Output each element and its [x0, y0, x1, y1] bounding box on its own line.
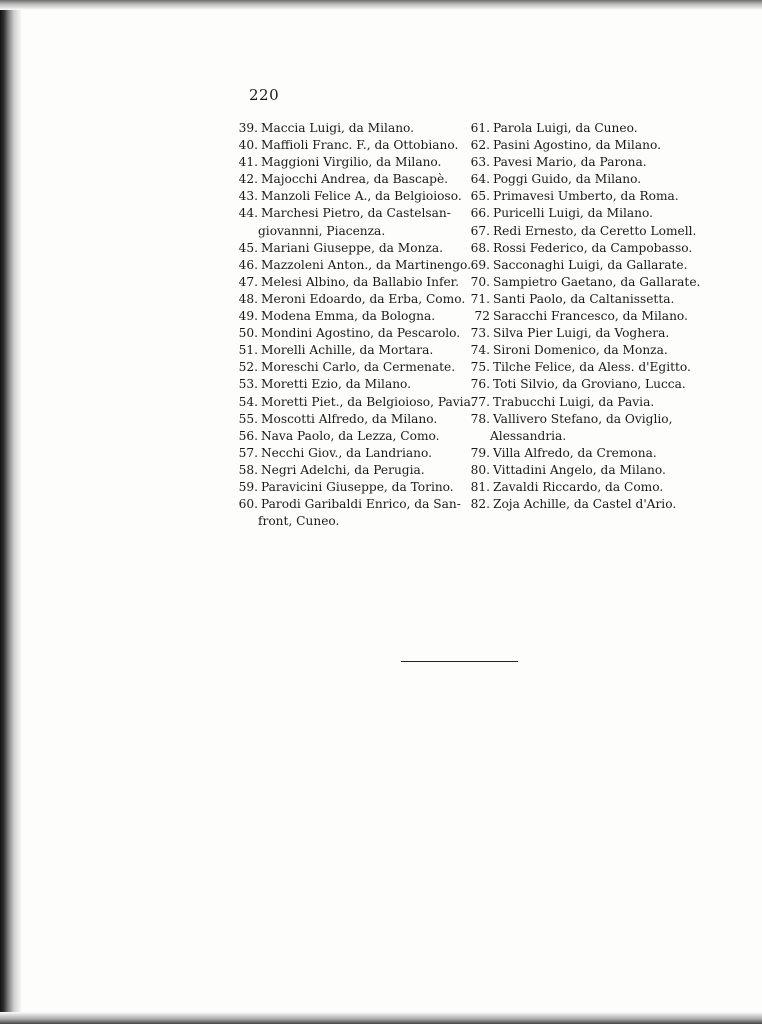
entry-number: 58. [238, 462, 258, 477]
list-item [460, 291, 682, 308]
entry-text: Vittadini Angelo, da Milano. [493, 462, 666, 477]
entry-text: Mazzoleni Anton., da Martinengo. [261, 257, 472, 272]
entry-number: 53. [238, 377, 258, 392]
entry-text: Mariani Giuseppe, da Monza. [261, 240, 444, 255]
entry-number: 39. [238, 121, 258, 135]
list-item [460, 496, 682, 513]
entry-number: 59. [238, 479, 258, 494]
entry-number: 48. [238, 291, 258, 306]
list-item [228, 205, 460, 239]
list-item [460, 394, 682, 411]
entry-number: 67. [470, 223, 490, 238]
entry-text: Manzoli Felice A., da Belgioioso. [261, 189, 462, 204]
entry-text: Meroni Edoardo, da Erba, Como. [261, 291, 466, 306]
entry-number: 68. [470, 240, 490, 255]
entry-number: 42. [238, 172, 258, 187]
entry-number: 61. [470, 121, 490, 135]
entry-number: 81. [470, 479, 490, 494]
list-item [460, 411, 682, 445]
entry-number: 82. [470, 497, 490, 512]
entry-text: Nava Paolo, da Lezza, Como. [261, 428, 440, 443]
entry-number: 80. [470, 462, 490, 477]
list-item [460, 274, 701, 291]
list-item [228, 479, 460, 496]
entry-number: 50. [238, 326, 258, 341]
entry-text: Sacconaghi Luigi, da Gallarate. [493, 257, 688, 272]
entry-number: 66. [470, 206, 490, 221]
entry-number: 63. [470, 155, 490, 170]
list-item [460, 325, 682, 342]
list-item [228, 342, 460, 359]
entry-text: Negri Adelchi, da Perugia. [261, 462, 425, 477]
entry-number: 47. [238, 274, 258, 289]
list-item [228, 171, 460, 188]
entry-number: 54. [238, 394, 258, 409]
entry-text: Moreschi Carlo, da Cermenate. [261, 360, 456, 375]
entry-text: Maffioli Franc. F., da Ottobiano. [261, 138, 459, 153]
list-item [228, 376, 460, 393]
list-item [228, 308, 460, 325]
list-item [228, 359, 460, 376]
entry-text: Redi Ernesto, da Ceretto Lomell. [493, 223, 697, 238]
entry-text: Moretti Piet., da Belgioioso, Pavia. [261, 394, 475, 409]
entry-number: 57. [238, 445, 258, 460]
entry-text: Necchi Giov., da Landriano. [261, 445, 432, 460]
entry-text: Santi Paolo, da Caltanissetta. [493, 291, 675, 306]
entry-text: Saracchi Francesco, da Milano. [493, 309, 688, 324]
list-item [460, 257, 688, 274]
list-item [460, 359, 691, 376]
list-item [460, 205, 682, 222]
list-item [460, 223, 697, 240]
entry-number: 65. [470, 189, 490, 204]
entry-text: Pasini Agostino, da Milano. [493, 138, 661, 153]
page-number: 220 [249, 86, 280, 104]
entry-number: 74. [470, 343, 490, 358]
list-item [460, 120, 682, 137]
entry-text: Zavaldi Riccardo, da Como. [493, 479, 664, 494]
entry-text: Sironi Domenico, da Monza. [493, 343, 668, 358]
entry-number: 45. [238, 240, 258, 255]
list-item [460, 308, 688, 325]
entry-number: 72 [474, 309, 490, 324]
entry-text-continuation: Alessandria. [490, 428, 567, 443]
scan-binding-shadow [0, 0, 22, 1024]
entry-number: 41. [238, 155, 258, 170]
list-item [228, 257, 472, 274]
list-item [228, 154, 460, 171]
entry-number: 56. [238, 428, 258, 443]
section-divider-rule [401, 661, 518, 662]
entry-text: Maggioni Virgilio, da Milano. [261, 155, 442, 170]
entry-number: 64. [470, 172, 490, 187]
entry-text-continuation: front, Cuneo. [258, 514, 340, 529]
list-item [228, 325, 460, 342]
list-item [228, 496, 460, 530]
entry-number: 51. [238, 343, 258, 358]
entry-text: Sampietro Gaetano, da Gallarate. [493, 274, 701, 289]
entry-text: Parola Luigi, da Cuneo. [493, 121, 638, 135]
entry-text: Poggi Guido, da Milano. [493, 172, 642, 187]
entry-number: 73. [470, 326, 490, 341]
entry-text-continuation: giovannni, Piacenza. [258, 223, 386, 238]
entry-text: Toti Silvio, da Groviano, Lucca. [493, 377, 686, 392]
list-item [228, 274, 460, 291]
entry-text: Silva Pier Luigi, da Voghera. [493, 326, 670, 341]
list-item [460, 462, 682, 479]
entry-number: 76. [470, 377, 490, 392]
entry-text: Paravicini Giuseppe, da Torino. [261, 479, 454, 494]
entry-number: 46. [238, 257, 258, 272]
entry-text: Morelli Achille, da Mortara. [261, 343, 434, 358]
entry-text: Tilche Felice, da Aless. d'Egitto. [493, 360, 691, 375]
list-item [460, 137, 682, 154]
entry-number: 75. [470, 360, 490, 375]
entry-text: Marchesi Pietro, da Castelsan- [261, 206, 451, 221]
entry-number: 79. [470, 445, 490, 460]
list-item [228, 240, 460, 257]
list-item [228, 445, 460, 462]
entry-number: 40. [238, 138, 258, 153]
scan-top-edge [0, 0, 762, 10]
list-item [460, 240, 693, 257]
list-item [460, 376, 686, 393]
entry-number: 62. [470, 138, 490, 153]
entry-number: 77. [470, 394, 490, 409]
entry-text: Vallivero Stefano, da Oviglio, [493, 411, 673, 426]
entry-text: Primavesi Umberto, da Roma. [493, 189, 679, 204]
list-item [228, 188, 460, 205]
entry-text: Moscotti Alfredo, da Milano. [261, 411, 438, 426]
entry-text: Majocchi Andrea, da Bascapè. [261, 172, 449, 187]
entry-number: 49. [238, 309, 258, 324]
entry-text: Mondini Agostino, da Pescarolo. [261, 326, 461, 341]
list-item [228, 137, 460, 154]
name-list-right-column [460, 120, 701, 513]
entry-number: 52. [238, 360, 258, 375]
list-item [228, 120, 460, 137]
entry-text: Maccia Luigi, da Milano. [261, 121, 415, 135]
entry-number: 44. [238, 206, 258, 221]
name-list-left-column [228, 120, 475, 530]
entry-text: Pavesi Mario, da Parona. [493, 155, 647, 170]
entry-number: 71. [470, 291, 490, 306]
entry-text: Parodi Garibaldi Enrico, da San- [261, 497, 461, 512]
entry-text: Modena Emma, da Bologna. [261, 309, 436, 324]
entry-number: 43. [238, 189, 258, 204]
entry-number: 69. [470, 257, 490, 272]
list-item [460, 445, 682, 462]
list-item [460, 188, 682, 205]
list-item [460, 479, 682, 496]
list-item [460, 154, 682, 171]
entry-text: Villa Alfredo, da Cremona. [493, 445, 657, 460]
list-item [228, 394, 475, 411]
list-item [460, 342, 682, 359]
entry-text: Puricelli Luigi, da Milano. [493, 206, 653, 221]
scan-bottom-edge [0, 1012, 762, 1024]
entry-number: 60. [238, 497, 258, 512]
list-item [228, 291, 466, 308]
list-item [228, 428, 460, 445]
entry-number: 78. [470, 411, 490, 426]
list-item [228, 411, 460, 428]
list-item [228, 462, 460, 479]
entry-text: Melesi Albino, da Ballabio Infer. [261, 274, 460, 289]
entry-text: Zoja Achille, da Castel d'Ario. [493, 497, 677, 512]
list-item [460, 171, 682, 188]
entry-text: Moretti Ezio, da Milano. [261, 377, 412, 392]
entry-text: Rossi Federico, da Campobasso. [493, 240, 693, 255]
entry-number: 55. [238, 411, 258, 426]
entry-text: Trabucchi Luigi, da Pavia. [493, 394, 655, 409]
entry-number: 70. [470, 274, 490, 289]
